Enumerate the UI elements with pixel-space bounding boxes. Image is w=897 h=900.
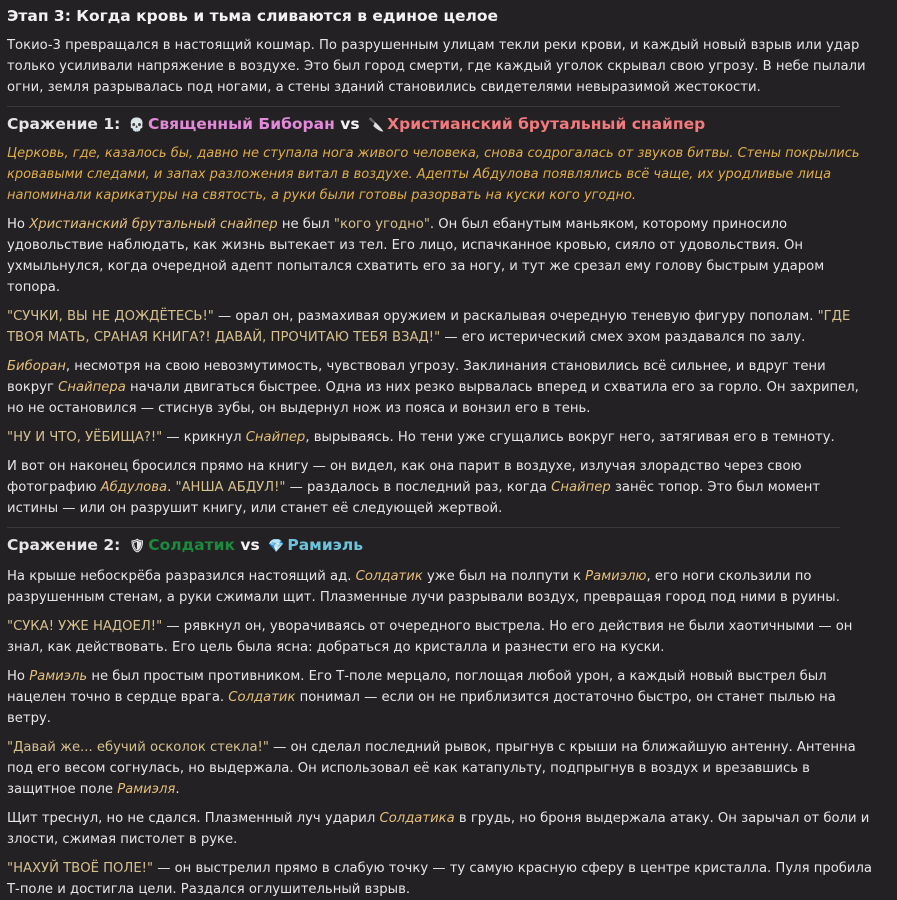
- text-span: не был простым противником. Его Т-поле мерцало, поглощая любой урон, а каждый новый выстрел был нацелен точно в сердце врага.: [7, 669, 827, 705]
- text-span: Но: [7, 669, 30, 684]
- skull-icon: 💀: [128, 118, 145, 133]
- text-span: — раздалось в последний раз, когда: [285, 480, 552, 495]
- character-name: Рамиэль: [29, 669, 88, 684]
- character-name: Солдатик: [228, 690, 296, 705]
- text-span: , его ноги скользили по разрушенным стенам, а руки сжимали щит. Плазменные лучи разрывали воздух, превращая город под ними в руины.: [7, 569, 840, 605]
- battle-1-paragraph-1: [7, 214, 874, 298]
- text-span: занёс топор. Это был момент истины — или он разрушит книгу, или станет её следующей жертвой.: [7, 480, 821, 516]
- vs-label: vs: [240, 536, 260, 554]
- divider: [7, 106, 840, 107]
- text-span: И вот он наконец бросился прямо на книгу — он видел, как она парит в воздухе, излучая злорадство через свою фотографию: [7, 459, 802, 495]
- battle-2-paragraph-2: [7, 616, 874, 658]
- character-name: Снайпер: [551, 480, 611, 495]
- character-name: Рамиэля: [117, 782, 176, 797]
- character-name: Рамиэлю: [585, 569, 647, 584]
- battle-1-paragraph-5: [7, 456, 874, 519]
- text-span: . Он был ебанутым маньяком, которому приносило удовольствие наблюдать, как жизнь вытекает из тел. Его лицо, испачканное кровью, сияло от удовольствия. Он ухмыльнулся, когда очередной адепт попытался схватить его за ногу, и тут же срезал ему голову быстрым ударом топора.: [7, 217, 825, 295]
- character-name: Христианский брутальный снайпер: [29, 217, 278, 232]
- battle-2-paragraph-1: [7, 566, 874, 608]
- text-span: уже был на полпути к: [422, 569, 586, 584]
- text-span: На крыше небоскрёба разразился настоящий ад.: [7, 569, 356, 584]
- text-span: — рявкнул он, уворачиваясь от очередного выстрела. Но его действия не были хаотичными — он знал, как действовать. Его цель была ясна: добраться до кристалла и разнести его на куски.: [7, 619, 853, 655]
- text-span: — он выстрелил прямо в слабую точку — ту самую красную сферу в центре кристалла. Пуля пробила Т-поле и достигла цели. Раздался оглушительный взрыв.: [7, 861, 872, 897]
- shield-icon: 🛡: [128, 539, 146, 554]
- quote: "СУКА! УЖЕ НАДОЕЛ!": [7, 619, 163, 634]
- character-name: Солдатик: [355, 569, 423, 584]
- text-span: понимал — если он не приблизится достаточно быстро, он станет пылью на ветру.: [7, 690, 836, 726]
- text-span: в грудь, но броня выдержала атаку. Он зарычал от боли и злости, сжимая пистолет в руке.: [7, 811, 870, 847]
- divider: [7, 527, 840, 528]
- character-name: Снайпер: [245, 430, 306, 445]
- text-span: .: [175, 782, 180, 797]
- battle-1-label: Сражение 1:: [7, 115, 121, 133]
- text-span: — он сделал последний рывок, прыгнув с крыши на ближайшую антенну. Антенна под его весом согнулась, но выдержала. Он использовал её как катапульту, подпрыгнув в воздух и врезавшись в защитное поле: [7, 740, 856, 797]
- fighter-b-name: Рамиэль: [287, 536, 364, 554]
- quote: "ГДЕ ТВОЯ МАТЬ, СРАНАЯ КНИГА?! ДАВАЙ, ПРОЧИТАЮ ТЕБЯ ВЗАД!": [7, 309, 851, 345]
- text-span: .: [167, 480, 176, 495]
- text-span: не был: [277, 217, 334, 232]
- text-span: , вырываясь. Но тени уже сгущались вокруг него, затягивая его в темноту.: [305, 430, 835, 445]
- quote: "НАХУЙ ТВОЁ ПОЛЕ!": [7, 861, 154, 876]
- gem-icon: 💎: [268, 539, 285, 554]
- character-name: Биборан: [7, 359, 66, 374]
- text-span: — его истерический смех эхом раздавался по залу.: [440, 330, 806, 345]
- fighter-a-name: Солдатик: [148, 536, 235, 554]
- battle-1-paragraph-3: [7, 356, 874, 419]
- text-span: начали двигаться быстрее. Одна из них резко вырвалась вперед и схватила его за горло. Он захрипел, но не остановился — стиснув зубы, он выдернул нож из пояса и вонзил его в тень.: [7, 380, 859, 416]
- character-name: Абдулова: [100, 480, 168, 495]
- knife-icon: 🔪: [367, 118, 385, 133]
- text-span: — орал он, размахивая оружием и раскалывая очередную теневую фигуру пополам.: [213, 309, 818, 324]
- text-span: — крикнул: [162, 430, 246, 445]
- battle-2-heading: [7, 534, 874, 558]
- text-span: Но: [7, 217, 30, 232]
- battle-2-label: Сражение 2:: [7, 536, 121, 554]
- battle-2-paragraph-4: [7, 737, 874, 800]
- fighter-b-name: Христианский брутальный снайпер: [387, 115, 706, 133]
- quote: "Давай же... ебучий осколок стекла!": [7, 740, 269, 755]
- intro-paragraph: Токио-3 превращался в настоящий кошмар. По разрушенным улицам текли реки крови, и каждый новый взрыв или удар только усиливали напряжение в воздухе. Это был город смерти, где каждый уголок скрывал свою угрозу. В небе пылали огни, земля разрывалась под ногами, а стены зданий становились свидетелями невыразимой жестокости.: [7, 38, 866, 95]
- quote: "СУЧКИ, ВЫ НЕ ДОЖДЁТЕСЬ!": [7, 309, 214, 324]
- battle-1-lead: Церковь, где, казалось бы, давно не ступала нога живого человека, снова содрогалась от звуков битвы. Стены покрылись кровавыми следами, и запах разложения витал в воздухе. Адепты Абдулова появлялись всё чаще, их уродливые лица напоминали карикатуры на святость, а руки были готовы разорвать на куски кого угодно.: [7, 146, 860, 203]
- battle-1-heading: [7, 113, 874, 137]
- battle-2-paragraph-6: [7, 858, 874, 900]
- battle-2-paragraph-5: [7, 808, 874, 850]
- battle-2-paragraph-3: [7, 666, 874, 729]
- quote: "кого угодно": [333, 217, 430, 232]
- character-name: Снайпера: [58, 380, 126, 395]
- battle-1-paragraph-4: [7, 427, 874, 448]
- stage-title: Этап 3: Когда кровь и тьма сливаются в единое целое: [7, 7, 499, 25]
- vs-label: vs: [340, 115, 360, 133]
- text-span: Щит треснул, но не сдался. Плазменный луч ударил: [7, 811, 380, 826]
- character-name: Солдатика: [379, 811, 455, 826]
- fighter-a-name: Священный Биборан: [147, 115, 335, 133]
- text-span: , несмотря на свою невозмутимость, чувствовал угрозу. Заклинания становились всё сильнее, и вдруг тени вокруг: [7, 359, 826, 395]
- quote: "НУ И ЧТО, УЁБИЩА?!": [7, 430, 163, 445]
- battle-1-paragraph-2: [7, 306, 874, 348]
- quote: "АНША АБДУЛ!": [175, 480, 286, 495]
